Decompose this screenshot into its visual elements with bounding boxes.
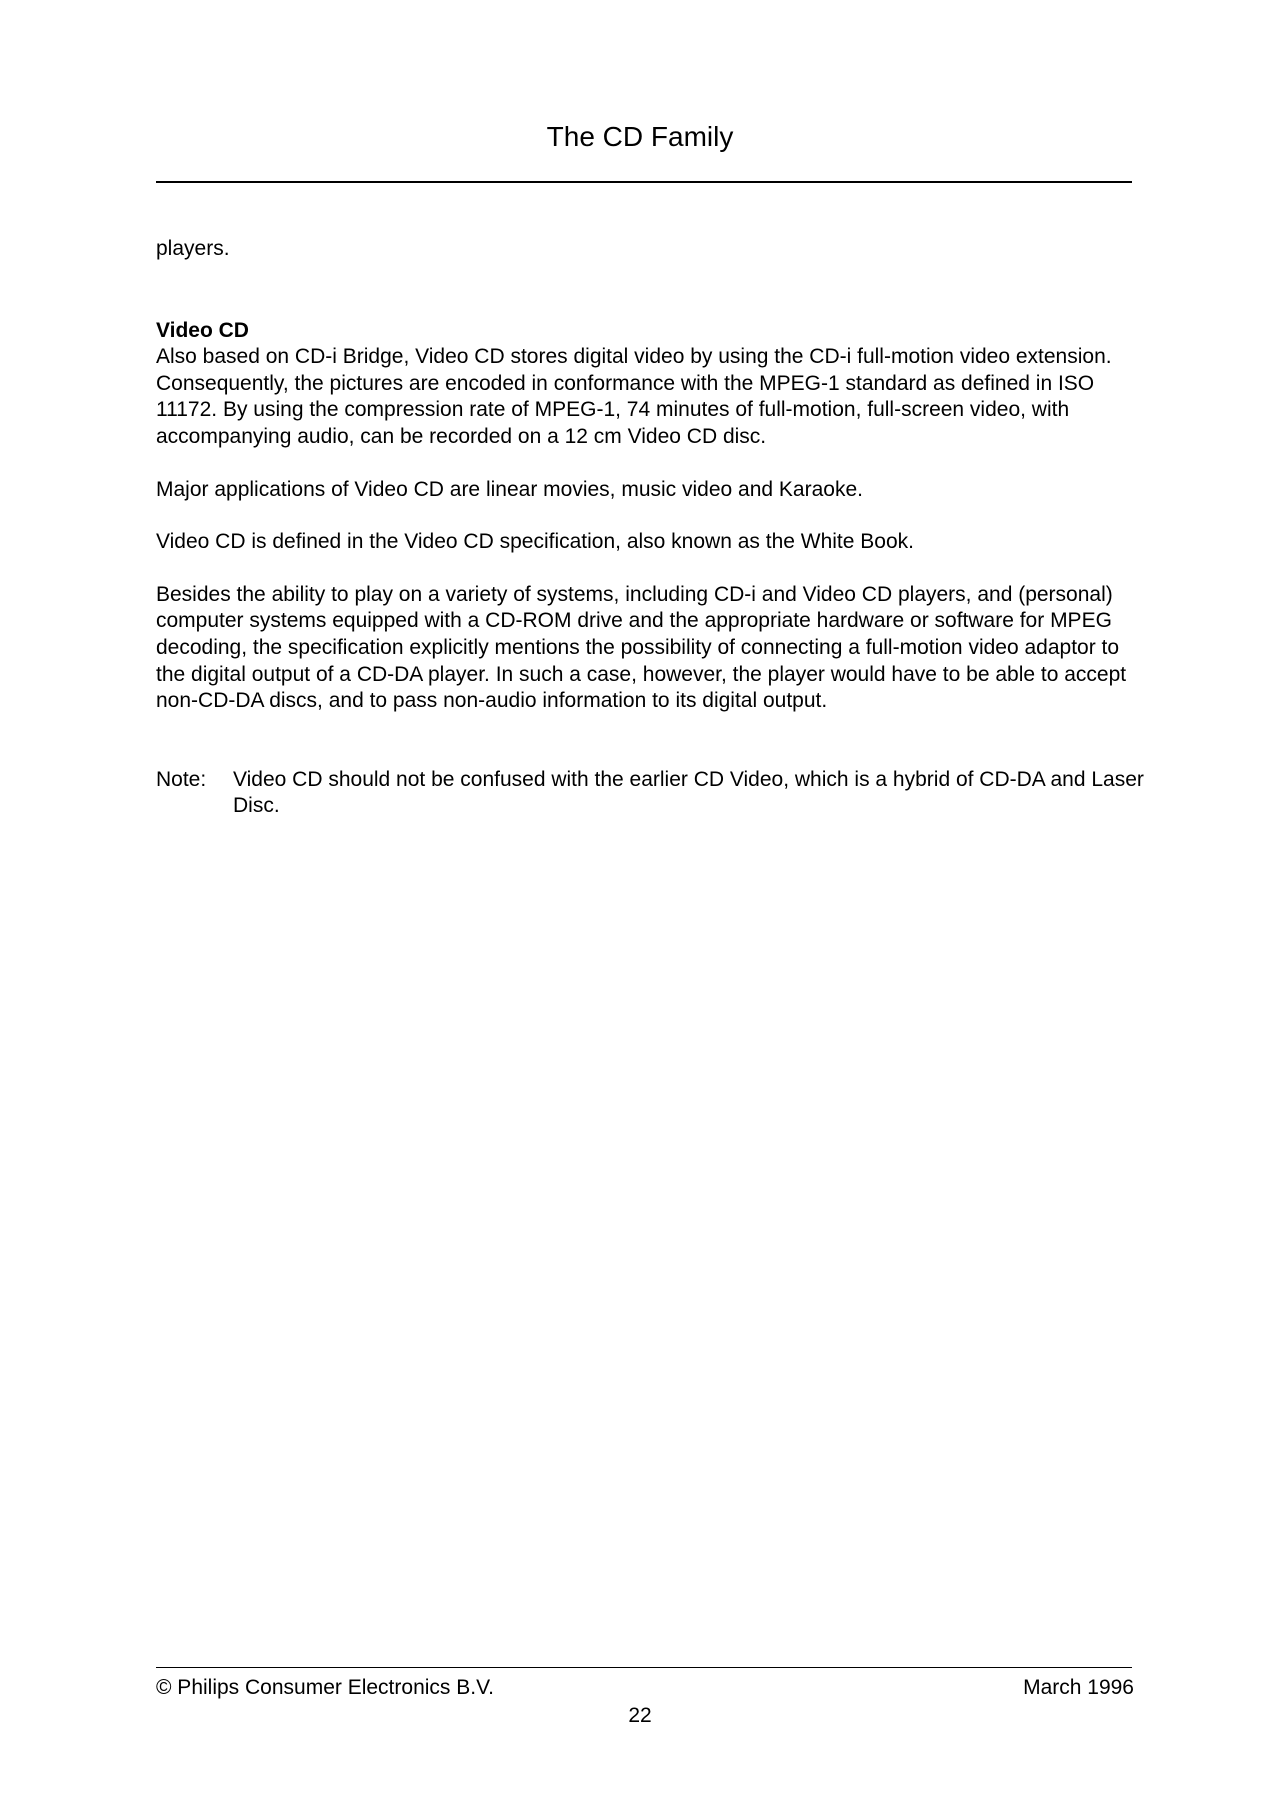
body-paragraph-1: Also based on CD-i Bridge, Video CD stores digital video by using the CD-i full-motion video extension. Consequently, the pictures are encoded in conformance with the MPEG-1 standard as defined in ISO 11172. By using the compression rate of MPEG-1, 74 minutes of full-motion, full-screen video, with accompanying audio, can be recorded on a 12 cm Video CD disc. [156,345,1112,448]
body-paragraph-4: Besides the ability to play on a variety of systems, including CD-i and Video CD players, and (personal) computer systems equipped with a CD-ROM drive and the appropriate hardware or software for MPEG decoding, the specification explicitly mentions the possibility of connecting a full-motion video adaptor to the digital output of a CD-DA player. In such a case, however, the player would have to be able to accept non-CD-DA discs, and to pass non-audio information to its digital output. [156,582,1127,713]
note-label: Note: [156,767,207,791]
note-block [156,767,1148,820]
header-divider [156,181,1132,183]
footer-copyright: © Philips Consumer Electronics B.V. [156,1676,494,1699]
footer-divider [156,1667,1132,1668]
body-paragraph-3: Video CD is defined in the Video CD specification, also known as the White Book. [156,530,914,554]
body-paragraph-2: Major applications of Video CD are linear movies, music video and Karaoke. [156,477,863,501]
section-heading: Video CD [156,318,249,342]
page-number: 22 [628,1704,652,1727]
note-text: Video CD should not be confused with the earlier CD Video, which is a hybrid of CD-DA and Laser Disc. [233,767,1144,818]
footer-date: March 1996 [1023,1676,1134,1699]
continued-text-fragment: players. [156,237,230,260]
page-header-title: The CD Family [546,121,734,152]
page-body [156,236,1148,820]
